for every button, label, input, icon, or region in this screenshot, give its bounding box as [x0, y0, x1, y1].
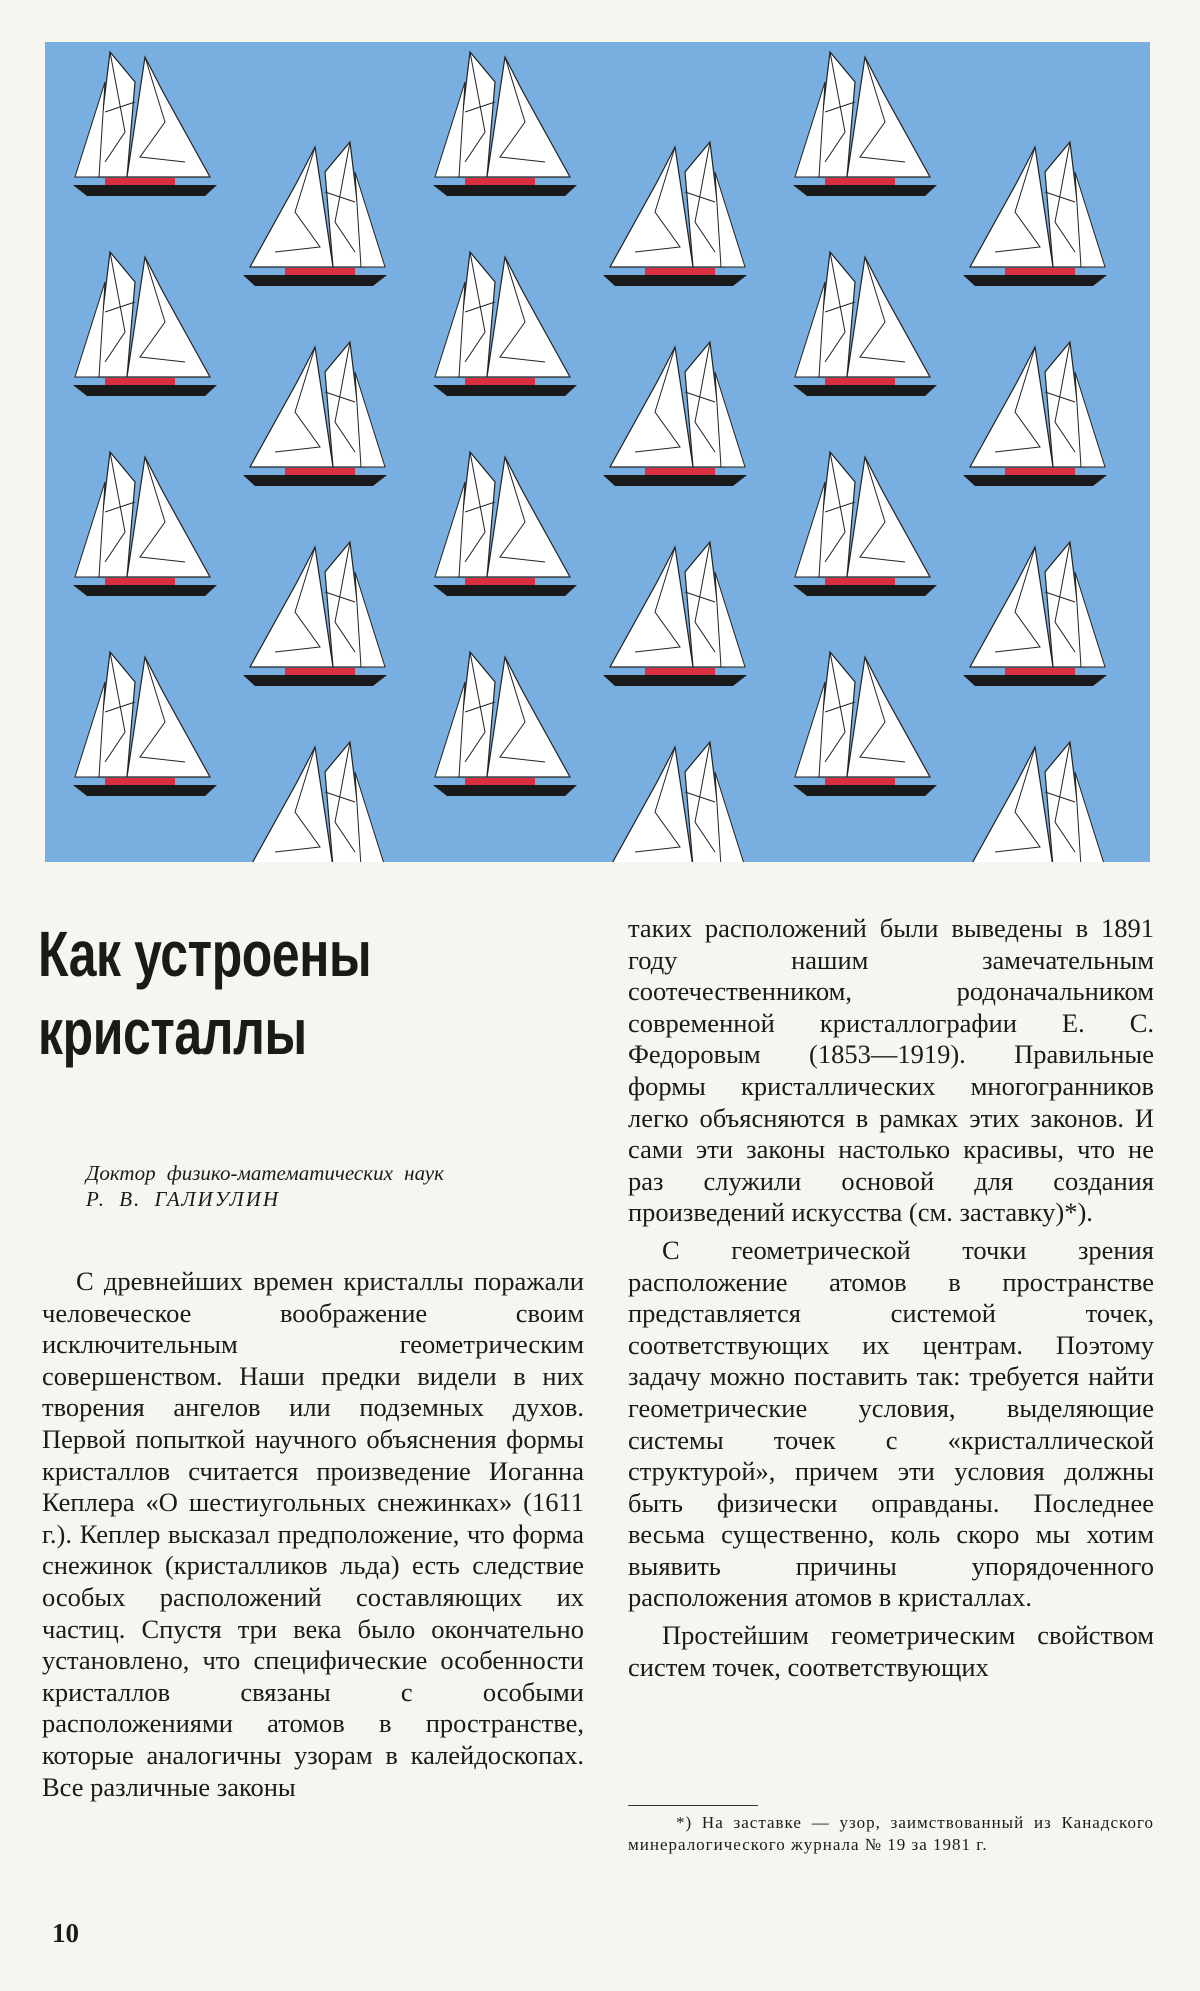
sailboat [793, 52, 937, 196]
sailboat [243, 142, 387, 286]
sailboat [963, 542, 1107, 686]
sailboat [73, 652, 217, 796]
footnote-divider [628, 1805, 758, 1806]
right-paragraph-3: Простейшим геометрическим свойством систем точек, соответствующих [628, 1620, 1154, 1682]
sailboat [433, 452, 577, 596]
sailboat [963, 142, 1107, 286]
sailboat [793, 652, 937, 796]
title-line-1: Как устроены [38, 918, 372, 990]
left-paragraph: С древнейших времен кристаллы поражали человеческое воображение своим исключительным геометрическим совершенством. Наши предки видели в них творения ангелов или подземных духов. Первой попыткой научного объяснения формы кристаллов считается произведение Иоганна Кеплера «О шестиугольных снежинках» (1611 г.). Кеплер высказал предположение, что форма снежинок (кристалликов льда) есть следствие особых расположений составляющих их частиц. Спустя три века было окончательно установлено, что специфические особенности кристаллов связаны с особыми расположениями атомов в пространстве, которые аналогичны узорам в калейдоскопах. Все различные законы [42, 1266, 584, 1802]
sailboat [603, 542, 747, 686]
left-column [42, 1266, 584, 1803]
sailboat [793, 252, 937, 396]
sailboat-tiling [45, 42, 1150, 862]
sailboat [73, 252, 217, 396]
article-title [38, 915, 459, 1071]
right-paragraph-1: таких расположений были выведены в 1891 году нашим замечательным соотечественником, родоначальником современной кристаллографии Е. С. Федоровым (1853—1919). Правильные формы кристаллических многогранников легко объясняются в рамках этих законов. И сами эти законы настолько красивы, что не раз служили основой для создания произведений искусства (см. заставку)*). [628, 913, 1154, 1228]
sailboat [243, 742, 387, 862]
author-byline [86, 1160, 606, 1212]
sailboat [73, 452, 217, 596]
sailboat [433, 252, 577, 396]
sailboat [603, 142, 747, 286]
title-line-2: кристаллы [38, 996, 307, 1068]
page-number: 10 [52, 1918, 79, 1948]
author-name: Р. В. ГАЛИУЛИН [86, 1187, 281, 1211]
right-column [628, 913, 1154, 1683]
footnote: *) На заставке — узор, заимствованный из Канадского минералогического журнала № 19 за 1981 г. [628, 1813, 1154, 1854]
sailboat-pattern-illustration [45, 42, 1150, 862]
sailboat [433, 52, 577, 196]
sailboat [433, 652, 577, 796]
sailboat [243, 342, 387, 486]
sailboat [963, 342, 1107, 486]
sailboat [793, 452, 937, 596]
sailboat [963, 742, 1107, 862]
sailboat [603, 742, 747, 862]
sailboat [73, 52, 217, 196]
author-degree: Доктор физико-математических наук [86, 1161, 444, 1185]
sailboat [603, 342, 747, 486]
sailboat [243, 542, 387, 686]
right-paragraph-2: С геометрической точки зрения расположение атомов в пространстве представляется системой точек, соответствующих их центрам. Поэтому задачу можно поставить так: требуется найти геометрические условия, выделяющие системы точек с «кристаллической структурой», причем эти условия должны быть физически оправданы. Последнее весьма существенно, коль скоро мы хотим выявить причины упорядоченного расположения атомов в кристаллах. [628, 1234, 1154, 1613]
